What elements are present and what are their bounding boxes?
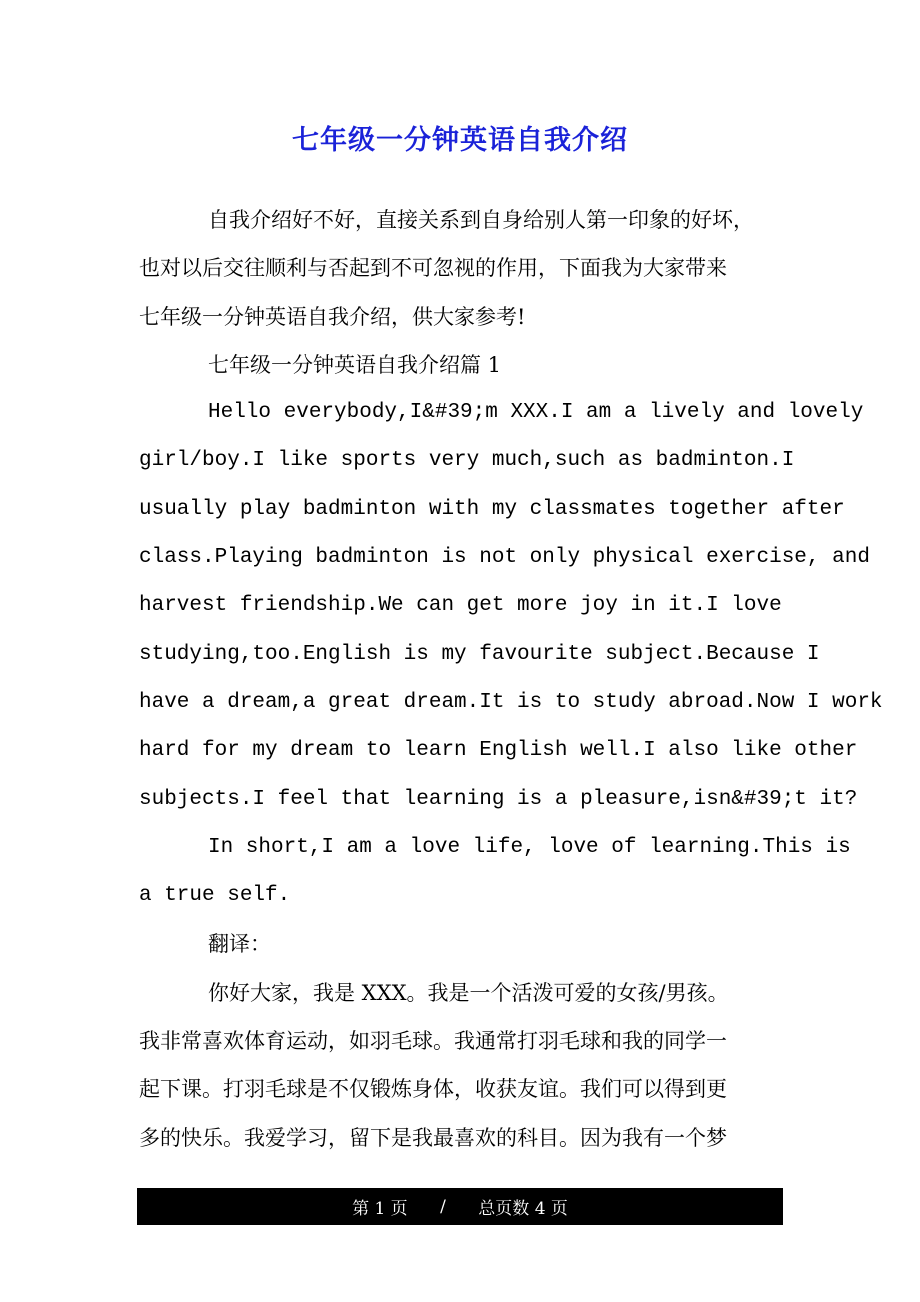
english-line: harvest friendship.We can get more joy in it.I love xyxy=(139,594,782,618)
footer-gap xyxy=(408,1197,440,1217)
english-short-line: a true self. xyxy=(139,884,291,908)
document-title: 七年级一分钟英语自我介绍 xyxy=(292,125,628,156)
intro-line: 也对以后交往顺利与否起到不可忽视的作用，下面我为大家带来 xyxy=(139,256,727,281)
page-number: 第 1 页 xyxy=(352,1199,408,1219)
footer-gap xyxy=(446,1197,478,1217)
page-separator: / xyxy=(440,1196,446,1217)
translation-line: 多的快乐。我爱学习，留下是我最喜欢的科目。因为我有一个梦 xyxy=(139,1125,727,1150)
english-line: hard for my dream to learn English well.I also like other xyxy=(139,739,858,763)
english-line: have a dream,a great dream.It is to study abroad.Now I work xyxy=(139,690,883,714)
document-body xyxy=(139,196,883,1162)
page-footer xyxy=(137,1188,783,1225)
english-line: studying,too.English is my favourite subject.Because I xyxy=(139,642,820,666)
english-line: class.Playing badminton is not only physical exercise, and xyxy=(139,546,870,570)
intro-line: 自我介绍好不好，直接关系到自身给别人第一印象的好坏， xyxy=(208,208,754,232)
translation-line: 我非常喜欢体育运动，如羽毛球。我通常打羽毛球和我的同学一 xyxy=(139,1029,727,1054)
english-line: subjects.I feel that learning is a pleasure,isn&#39;t it? xyxy=(139,787,858,811)
english-short-line: In short,I am a love life, love of learning.This is xyxy=(208,835,851,859)
translation-label: 翻译： xyxy=(208,932,271,957)
intro-line: 七年级一分钟英语自我介绍，供大家参考! xyxy=(139,304,526,329)
english-line: Hello everybody,I&#39;m XXX.I am a lively and lovely xyxy=(208,401,864,425)
translation-line: 你好大家，我是 XXX。我是一个活泼可爱的女孩/男孩。 xyxy=(208,980,729,1005)
total-pages: 总页数 4 页 xyxy=(478,1199,568,1219)
section-heading: 七年级一分钟英语自我介绍篇 1 xyxy=(208,352,502,377)
translation-line: 起下课。打羽毛球是不仅锻炼身体，收获友谊。我们可以得到更 xyxy=(139,1077,727,1102)
english-line: girl/boy.I like sports very much,such as badminton.I xyxy=(139,449,795,473)
english-line: usually play badminton with my classmates together after xyxy=(139,497,845,521)
